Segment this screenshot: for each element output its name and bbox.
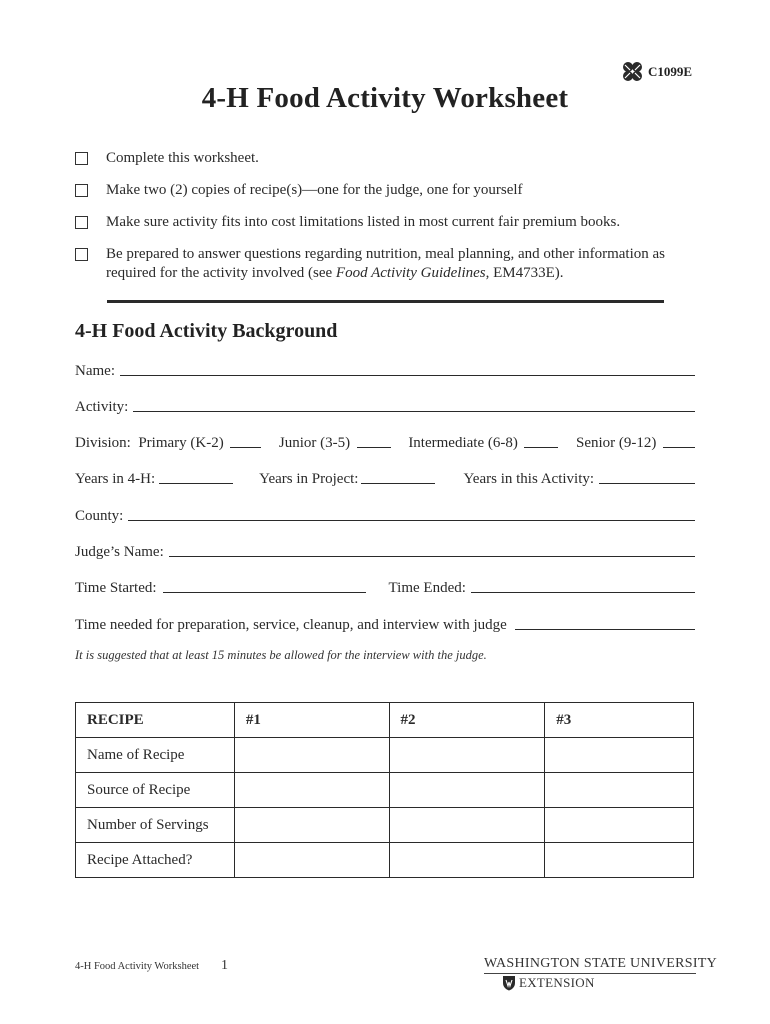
wsu-extension-row [484,975,696,991]
division-label [75,435,224,452]
checkbox[interactable] [75,216,88,229]
page-title: 4-H Food Activity Worksheet [201,82,569,114]
row-label: Name of Recipe [76,738,235,773]
activity-input-line[interactable] [133,411,695,412]
row-label: Source of Recipe [76,773,235,808]
division-junior-line[interactable] [357,447,391,448]
footer-doc-title: 4-H Food Activity Worksheet [75,961,200,972]
page-number: 1 [221,958,228,973]
column-header: #1 [234,703,389,738]
checkbox[interactable] [75,248,88,261]
four-leaf-clover-icon [620,60,646,84]
column-header: #3 [545,703,694,738]
time-field [75,575,695,597]
checklist-item [75,213,696,232]
table-cell[interactable] [389,808,545,843]
judge-field [75,539,695,561]
county-label: County: [75,508,124,524]
division-intermediate-label: Intermediate (6-8) [408,435,518,451]
table-cell[interactable] [389,773,545,808]
judge-label: Judge’s Name: [75,544,164,560]
document-code-text: C1099E [648,64,693,79]
county-field [75,503,695,525]
division-intermediate-line[interactable] [524,447,558,448]
activity-label: Activity: [75,399,129,415]
wsu-name: WASHINGTON STATE UNIVERSITY [484,956,696,974]
division-primary-label: Primary (K-2) [138,435,224,451]
name-label: Name: [75,363,115,379]
years-project-line[interactable] [361,483,435,484]
wsu-extension-text: EXTENSION [519,975,595,990]
division-label-text: Division: [75,435,131,451]
county-input-line[interactable] [128,520,695,521]
checklist-item-text [106,245,696,283]
years-4h-line[interactable] [159,483,233,484]
table-cell[interactable] [545,773,694,808]
checklist-item-text: Make sure activity fits into cost limitations listed in most current fair premium books. [106,214,621,230]
years-field [75,466,695,488]
division-senior-line[interactable] [663,447,695,448]
table-cell[interactable] [234,773,389,808]
activity-field [75,394,695,416]
checklist-item-text: Make two (2) copies of recipe(s)—one for the judge, one for yourself [106,182,523,198]
table-cell[interactable] [234,808,389,843]
row-label: Recipe Attached? [76,843,235,878]
time-ended-label: Time Ended: [388,580,466,596]
table-cell[interactable] [545,738,694,773]
time-ended-line[interactable] [471,592,695,593]
checkbox[interactable] [75,184,88,197]
checklist-item [75,245,696,283]
judge-input-line[interactable] [169,556,695,557]
table-row [76,843,694,878]
column-header: RECIPE [76,703,235,738]
checklist-item-text: Complete this worksheet. [106,150,259,166]
checklist-text-part: , EM4733E). [485,265,564,281]
division-senior-label: Senior (9-12) [576,435,657,451]
table-cell[interactable] [389,843,545,878]
table-row [76,773,694,808]
years-activity-label: Years in this Activity: [463,471,595,487]
recipe-table [75,702,694,878]
column-header: #2 [389,703,545,738]
table-header-row [76,703,694,738]
wsu-extension-logo [484,956,718,991]
checklist-item [75,149,696,168]
wsu-shield-icon [502,975,516,991]
time-needed-label: Time needed for preparation, service, cleanup, and interview with judge [75,617,507,633]
years-activity-line[interactable] [599,483,695,484]
division-field [75,430,695,452]
table-row [76,808,694,843]
interview-note: It is suggested that at least 15 minutes be allowed for the interview with the judge. [75,648,487,662]
table-cell[interactable] [234,843,389,878]
division-primary-line[interactable] [230,447,261,448]
time-needed-line[interactable] [515,629,695,630]
document-code [620,60,692,84]
name-field [75,358,695,380]
time-started-label: Time Started: [75,580,157,596]
years-4h-label: Years in 4-H: [75,471,156,487]
section-heading: 4-H Food Activity Background [75,320,338,342]
guidelines-reference: Food Activity Guidelines [335,265,486,281]
table-cell[interactable] [545,843,694,878]
section-divider [107,300,664,303]
division-junior-label: Junior (3-5) [278,435,351,451]
name-input-line[interactable] [120,375,695,376]
checkbox[interactable] [75,152,88,165]
table-cell[interactable] [545,808,694,843]
checklist-text-part: Be prepared to answer questions regarding nutrition, meal planning, and other information as required for the activity involved (see [106,246,666,281]
time-started-line[interactable] [163,592,366,593]
table-cell[interactable] [234,738,389,773]
row-label: Number of Servings [76,808,235,843]
table-row [76,738,694,773]
time-needed-field [75,612,695,634]
checklist-item [75,181,696,200]
table-cell[interactable] [389,738,545,773]
years-project-label: Years in Project: [259,471,359,487]
